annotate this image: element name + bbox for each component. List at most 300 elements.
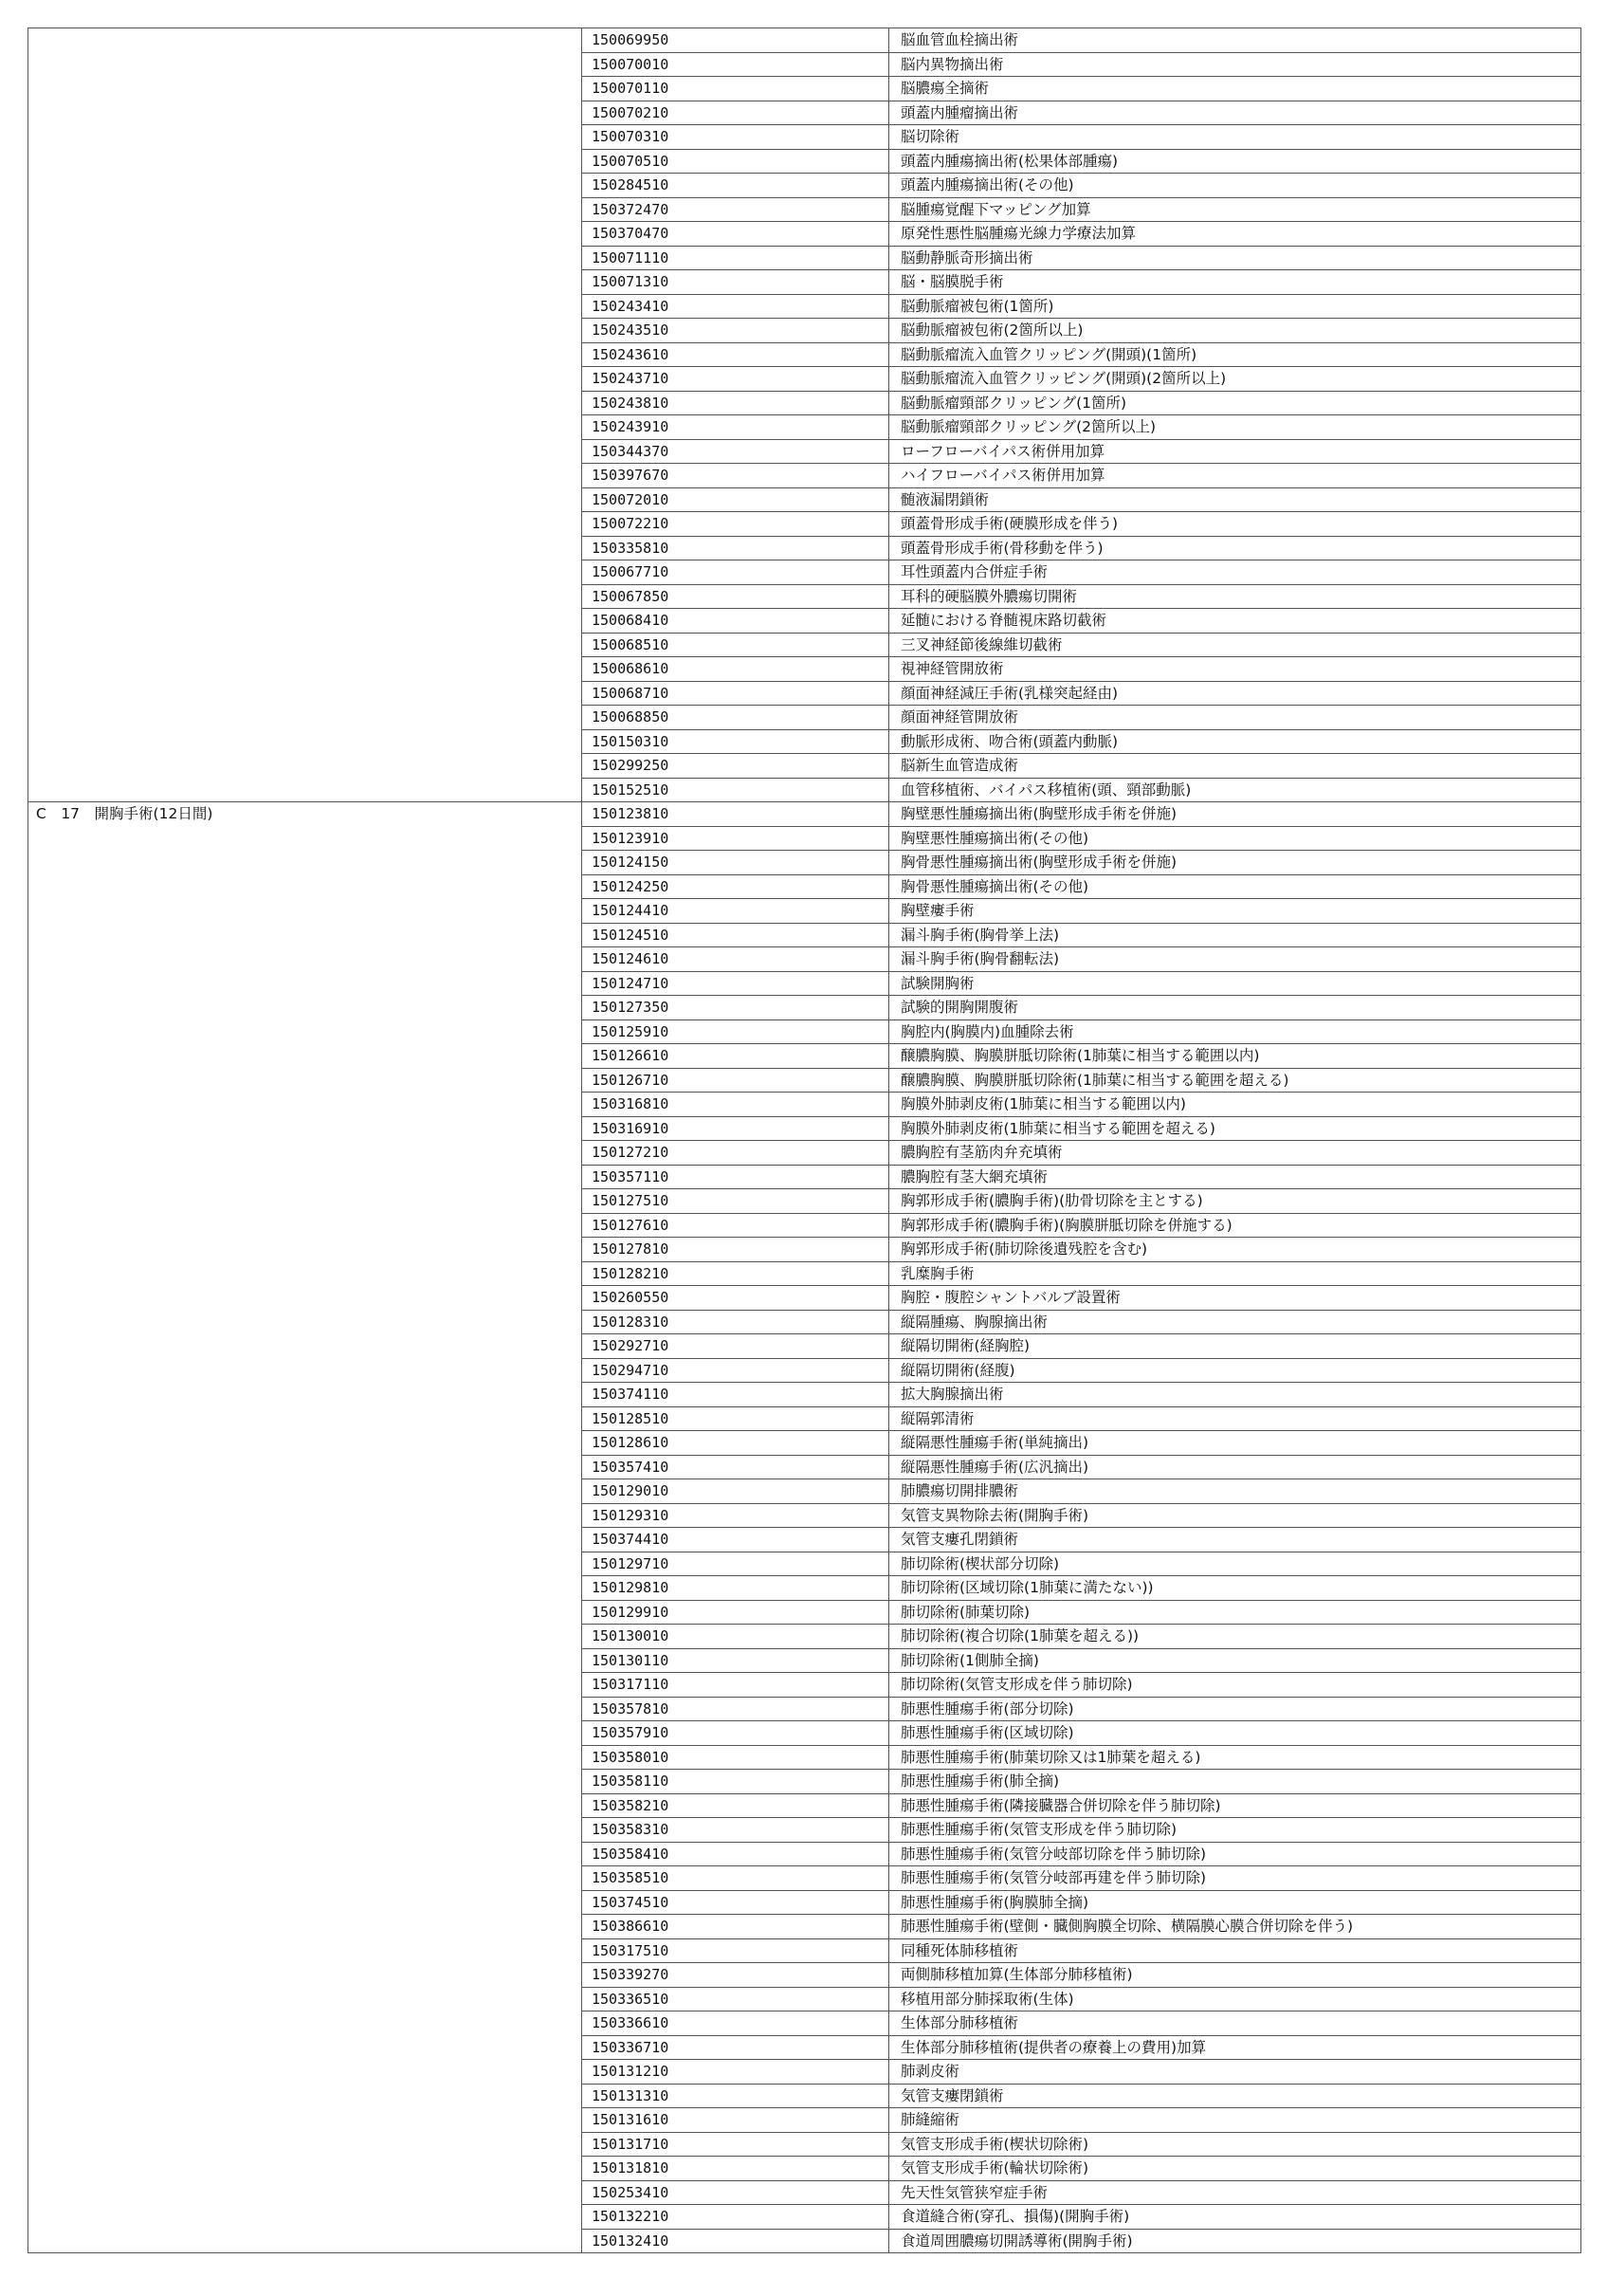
procedure-code-cell: 150127610 [582,1213,889,1238]
procedure-name-cell: 縦隔悪性腫瘍手術(広汎摘出) [889,1455,1581,1479]
category-cell [28,1044,582,1069]
category-cell [28,222,582,247]
category-cell [28,1358,582,1383]
category-cell [28,1406,582,1431]
procedure-code-cell: 150357410 [582,1455,889,1479]
procedure-name-cell: 頭蓋内腫瘍摘出術(その他) [889,174,1581,198]
procedure-code-cell: 150126610 [582,1044,889,1069]
category-cell [28,367,582,392]
procedure-code-cell: 150068510 [582,633,889,657]
category-cell [28,2084,582,2108]
table-row [28,1044,1581,1069]
table-row [28,367,1581,392]
category-cell [28,996,582,1020]
table-row [28,1745,1581,1770]
procedure-name-cell: 縦隔郭清術 [889,1406,1581,1431]
category-cell [28,28,582,53]
procedure-code-cell: 150150310 [582,729,889,754]
table-row [28,971,1581,996]
procedure-name-cell: 気管支異物除去術(開胸手術) [889,1503,1581,1528]
procedure-name-cell: 脳動脈瘤流入血管クリッピング(開頭)(2箇所以上) [889,367,1581,392]
procedure-name-cell: 肺悪性腫瘍手術(肺葉切除又は1肺葉を超える) [889,1745,1581,1770]
table-row [28,874,1581,899]
procedure-name-cell: 食道周囲膿瘍切開誘導術(開胸手術) [889,2229,1581,2253]
procedure-name-cell: 脳腫瘍覚醒下マッピング加算 [889,197,1581,222]
table-body [28,28,1581,2253]
table-row [28,729,1581,754]
table-row [28,1963,1581,1988]
procedure-code-cell: 150127810 [582,1238,889,1262]
table-row [28,1261,1581,1286]
procedure-code-cell: 150130110 [582,1648,889,1673]
table-row [28,996,1581,1020]
procedure-name-cell: 肺悪性腫瘍手術(胸膜肺全摘) [889,1890,1581,1915]
table-row [28,487,1581,512]
category-cell [28,101,582,125]
procedure-name-cell: 気管支形成手術(輪状切除術) [889,2157,1581,2181]
table-row [28,1648,1581,1673]
procedure-code-cell: 150124510 [582,923,889,947]
procedure-code-cell: 150072010 [582,487,889,512]
procedure-code-cell: 150336610 [582,2011,889,2036]
procedure-code-cell: 150374410 [582,1528,889,1552]
procedure-name-cell: 縦隔切開術(経腹) [889,1358,1581,1383]
procedure-code-cell: 150253410 [582,2180,889,2205]
procedure-name-cell: 脳動脈瘤頸部クリッピング(1箇所) [889,391,1581,415]
category-cell [28,1431,582,1456]
procedure-name-cell: 肺悪性腫瘍手術(肺全摘) [889,1770,1581,1794]
category-cell [28,947,582,972]
table-row [28,681,1581,706]
procedure-name-cell: 視神経管開放術 [889,657,1581,682]
category-cell [28,2108,582,2133]
category-cell [28,1334,582,1359]
procedure-name-cell: 両側肺移植加算(生体部分肺移植術) [889,1963,1581,1988]
table-row [28,1625,1581,1649]
category-cell [28,1165,582,1189]
category-cell [28,2157,582,2181]
procedure-code-cell: 150358210 [582,1793,889,1818]
procedure-code-cell: 150370470 [582,222,889,247]
table-row [28,415,1581,440]
table-row [28,197,1581,222]
procedure-name-cell: 顔面神経管開放術 [889,706,1581,730]
table-row [28,657,1581,682]
table-row [28,1383,1581,1407]
table-row [28,1165,1581,1189]
table-row [28,1116,1581,1141]
procedure-name-cell: 胸膜外肺剥皮術(1肺葉に相当する範囲を超える) [889,1116,1581,1141]
procedure-code-cell: 150243510 [582,319,889,343]
table-row [28,1503,1581,1528]
table-row [28,851,1581,875]
category-cell [28,1793,582,1818]
category-cell [28,149,582,174]
table-row [28,1141,1581,1166]
table-row [28,294,1581,319]
category-cell [28,1019,582,1044]
table-row [28,512,1581,537]
category-cell [28,1721,582,1746]
procedure-name-cell: 肺悪性腫瘍手術(気管支形成を伴う肺切除) [889,1818,1581,1843]
procedure-name-cell: 脳切除術 [889,125,1581,150]
procedure-code-cell: 150339270 [582,1963,889,1988]
procedure-code-cell: 150128610 [582,1431,889,1456]
procedure-code-cell: 150260550 [582,1286,889,1311]
procedure-name-cell: 漏斗胸手術(胸骨挙上法) [889,923,1581,947]
procedure-code-cell: 150397670 [582,464,889,488]
category-cell [28,681,582,706]
procedure-code-cell: 150068410 [582,609,889,634]
table-row [28,1987,1581,2011]
procedure-code-cell: 150128210 [582,1261,889,1286]
category-cell [28,197,582,222]
table-row [28,826,1581,851]
category-cell [28,1648,582,1673]
procedure-name-cell: 胸郭形成手術(膿胸手術)(肋骨切除を主とする) [889,1189,1581,1214]
table-row [28,1915,1581,1939]
table-row [28,342,1581,367]
table-row [28,2229,1581,2253]
table-row [28,319,1581,343]
table-row [28,778,1581,802]
category-cell [28,77,582,101]
procedure-name-cell: 胸骨悪性腫瘍摘出術(胸壁形成手術を併施) [889,851,1581,875]
table-row [28,1479,1581,1504]
procedure-name-cell: 気管支瘻孔閉鎖術 [889,1528,1581,1552]
table-row [28,899,1581,924]
category-cell [28,487,582,512]
procedure-code-cell: 150243410 [582,294,889,319]
category-cell [28,439,582,464]
procedure-name-cell: 顔面神経減圧手術(乳様突起経由) [889,681,1581,706]
procedure-code-cell: 150243710 [582,367,889,392]
category-cell [28,971,582,996]
procedure-name-cell: 脳血管血栓摘出術 [889,28,1581,53]
table-row [28,1600,1581,1625]
category-cell [28,899,582,924]
procedure-code-cell: 150243910 [582,415,889,440]
procedure-name-cell: 胸郭形成手術(膿胸手術)(胸膜胼胝切除を併施する) [889,1213,1581,1238]
procedure-code-cell: 150070110 [582,77,889,101]
procedure-code-cell: 150130010 [582,1625,889,1649]
table-row [28,1793,1581,1818]
procedure-code-cell: 150317110 [582,1673,889,1698]
procedure-name-cell: 試験的開胸開腹術 [889,996,1581,1020]
table-row [28,1528,1581,1552]
category-cell [28,1261,582,1286]
table-row [28,174,1581,198]
category-cell [28,1673,582,1698]
procedure-code-cell: 150335810 [582,536,889,560]
table-row [28,77,1581,101]
category-cell [28,512,582,537]
table-row [28,1842,1581,1866]
table-row [28,52,1581,77]
procedure-code-cell: 150129010 [582,1479,889,1504]
procedure-name-cell: 肺切除術(肺葉切除) [889,1600,1581,1625]
procedure-code-cell: 150070310 [582,125,889,150]
category-cell [28,2060,582,2085]
procedure-name-cell: 脳膿瘍全摘術 [889,77,1581,101]
table-row [28,1189,1581,1214]
category-cell [28,1625,582,1649]
procedure-code-cell: 150129710 [582,1552,889,1576]
table-row [28,1721,1581,1746]
procedure-name-cell: ハイフローバイパス術併用加算 [889,464,1581,488]
category-cell [28,294,582,319]
table-row [28,1068,1581,1093]
procedure-code-cell: 150358510 [582,1866,889,1891]
category-cell [28,1310,582,1334]
table-row [28,28,1581,53]
table-row [28,1770,1581,1794]
procedure-code-cell: 150131810 [582,2157,889,2181]
procedure-code-cell: 150068850 [582,706,889,730]
table-row [28,1890,1581,1915]
category-cell [28,1093,582,1117]
procedure-code-table [27,28,1581,2253]
table-row [28,2157,1581,2181]
category-cell [28,1503,582,1528]
procedure-name-cell: 肺悪性腫瘍手術(気管分岐部再建を伴う肺切除) [889,1866,1581,1891]
procedure-code-cell: 150124710 [582,971,889,996]
category-cell [28,2132,582,2157]
table-row [28,1938,1581,1963]
table-row [28,1406,1581,1431]
procedure-code-cell: 150243610 [582,342,889,367]
procedure-code-cell: 150243810 [582,391,889,415]
table-row [28,923,1581,947]
category-cell [28,391,582,415]
category-cell [28,1576,582,1601]
table-row [28,1576,1581,1601]
procedure-name-cell: 生体部分肺移植術 [889,2011,1581,2036]
procedure-code-cell: 150284510 [582,174,889,198]
procedure-name-cell: 耳科的硬脳膜外膿瘍切開術 [889,584,1581,609]
procedure-name-cell: 漏斗胸手術(胸骨翻転法) [889,947,1581,972]
procedure-name-cell: 頭蓋骨形成手術(骨移動を伴う) [889,536,1581,560]
procedure-code-cell: 150132210 [582,2205,889,2230]
table-row [28,609,1581,634]
procedure-code-cell: 150344370 [582,439,889,464]
procedure-code-cell: 150124610 [582,947,889,972]
category-cell [28,536,582,560]
procedure-name-cell: 頭蓋内腫瘤摘出術 [889,101,1581,125]
procedure-code-cell: 150126710 [582,1068,889,1093]
table-row [28,1019,1581,1044]
procedure-name-cell: 脳動静脈奇形摘出術 [889,246,1581,270]
procedure-code-cell: 150124250 [582,874,889,899]
procedure-code-cell: 150125910 [582,1019,889,1044]
procedure-code-cell: 150068710 [582,681,889,706]
category-cell [28,1383,582,1407]
procedure-name-cell: 乳糜胸手術 [889,1261,1581,1286]
category-cell [28,2229,582,2253]
table-row [28,1238,1581,1262]
category-cell [28,609,582,634]
procedure-code-cell: 150386610 [582,1915,889,1939]
table-row [28,101,1581,125]
procedure-code-cell: 150123910 [582,826,889,851]
procedure-name-cell: 耳性頭蓋内合併症手術 [889,560,1581,585]
procedure-code-cell: 150336710 [582,2035,889,2060]
procedure-code-cell: 150127210 [582,1141,889,1166]
procedure-name-cell: 縦隔切開術(経胸腔) [889,1334,1581,1359]
table-row [28,1093,1581,1117]
procedure-name-cell: 胸壁瘻手術 [889,899,1581,924]
procedure-name-cell: 頭蓋骨形成手術(硬膜形成を伴う) [889,512,1581,537]
table-row [28,947,1581,972]
category-cell [28,754,582,779]
category-cell [28,52,582,77]
procedure-name-cell: 移植用部分肺採取術(生体) [889,1987,1581,2011]
table-row [28,584,1581,609]
table-row [28,1818,1581,1843]
procedure-code-cell: 150124410 [582,899,889,924]
procedure-name-cell: 胸壁悪性腫瘍摘出術(胸壁形成手術を併施) [889,802,1581,827]
table-row [28,1866,1581,1891]
category-cell [28,270,582,295]
table-row [28,149,1581,174]
category-cell [28,1552,582,1576]
procedure-name-cell: 脳・脳膜脱手術 [889,270,1581,295]
table-row [28,1552,1581,1576]
table-row [28,2084,1581,2108]
category-cell [28,1842,582,1866]
table-row [28,246,1581,270]
procedure-name-cell: 食道縫合術(穿孔、損傷)(開胸手術) [889,2205,1581,2230]
procedure-name-cell: 肺膿瘍切開排膿術 [889,1479,1581,1504]
category-cell [28,1238,582,1262]
table-row [28,1455,1581,1479]
procedure-code-cell: 150071110 [582,246,889,270]
procedure-name-cell: 醸膿胸膜、胸膜胼胝切除術(1肺葉に相当する範囲を超える) [889,1068,1581,1093]
procedure-name-cell: 脳新生血管造成術 [889,754,1581,779]
procedure-name-cell: 肺悪性腫瘍手術(気管分岐部切除を伴う肺切除) [889,1842,1581,1866]
procedure-name-cell: 同種死体肺移植術 [889,1938,1581,1963]
procedure-code-cell: 150072210 [582,512,889,537]
procedure-name-cell: 縦隔悪性腫瘍手術(単純摘出) [889,1431,1581,1456]
procedure-code-cell: 150374110 [582,1383,889,1407]
procedure-code-cell: 150374510 [582,1890,889,1915]
procedure-code-cell: 150123810 [582,802,889,827]
procedure-name-cell: 頭蓋内腫瘍摘出術(松果体部腫瘍) [889,149,1581,174]
table-row [28,270,1581,295]
procedure-code-cell: 150358110 [582,1770,889,1794]
table-row [28,633,1581,657]
table-row [28,2060,1581,2085]
table-row [28,2205,1581,2230]
category-cell [28,1938,582,1963]
category-cell [28,1866,582,1891]
table-row [28,439,1581,464]
procedure-code-cell: 150128310 [582,1310,889,1334]
procedure-code-cell: 150067710 [582,560,889,585]
category-cell [28,560,582,585]
procedure-name-cell: 脳動脈瘤被包術(1箇所) [889,294,1581,319]
procedure-code-cell: 150131310 [582,2084,889,2108]
procedure-code-cell: 150131210 [582,2060,889,2085]
procedure-code-cell: 150129910 [582,1600,889,1625]
procedure-name-cell: 髄液漏閉鎖術 [889,487,1581,512]
category-cell [28,415,582,440]
procedure-name-cell: 試験開胸術 [889,971,1581,996]
table-row [28,391,1581,415]
procedure-name-cell: 胸郭形成手術(肺切除後遺残腔を含む) [889,1238,1581,1262]
category-cell [28,633,582,657]
category-cell [28,1116,582,1141]
table-row [28,2108,1581,2133]
procedure-code-cell: 150152510 [582,778,889,802]
procedure-code-cell: 150299250 [582,754,889,779]
procedure-code-cell: 150358410 [582,1842,889,1866]
procedure-code-cell: 150067850 [582,584,889,609]
table-row [28,125,1581,150]
table-row [28,1286,1581,1311]
category-cell [28,1915,582,1939]
table-row [28,1310,1581,1334]
category-cell [28,1189,582,1214]
category-cell: C 17 開胸手術(12日間) [28,802,582,827]
procedure-code-cell: 150128510 [582,1406,889,1431]
category-cell [28,174,582,198]
category-cell [28,342,582,367]
category-cell [28,319,582,343]
procedure-name-cell: 先天性気管狭窄症手術 [889,2180,1581,2205]
table-row [28,560,1581,585]
procedure-name-cell: 胸腔・腹腔シャントバルブ設置術 [889,1286,1581,1311]
table-row [28,2132,1581,2157]
procedure-code-cell: 150357910 [582,1721,889,1746]
category-cell [28,1141,582,1166]
table-row [28,1697,1581,1721]
procedure-code-cell: 150294710 [582,1358,889,1383]
procedure-name-cell: 原発性悪性脳腫瘍光線力学療法加算 [889,222,1581,247]
table-row [28,706,1581,730]
category-cell [28,706,582,730]
procedure-name-cell: 生体部分肺移植術(提供者の療養上の費用)加算 [889,2035,1581,2060]
table-row [28,1334,1581,1359]
procedure-code-cell: 150316810 [582,1093,889,1117]
procedure-name-cell: 縦隔腫瘍、胸腺摘出術 [889,1310,1581,1334]
procedure-name-cell: 脳動脈瘤被包術(2箇所以上) [889,319,1581,343]
category-cell [28,1745,582,1770]
procedure-name-cell: 三叉神経節後線維切截術 [889,633,1581,657]
category-cell [28,2180,582,2205]
procedure-name-cell: 肺悪性腫瘍手術(壁側・臓側胸膜全切除、横隔膜心膜合併切除を伴う) [889,1915,1581,1939]
procedure-code-cell: 150127350 [582,996,889,1020]
procedure-name-cell: 膿胸腔有茎筋肉弁充填術 [889,1141,1581,1166]
table-row [28,1358,1581,1383]
procedure-name-cell: 肺悪性腫瘍手術(隣接臓器合併切除を伴う肺切除) [889,1793,1581,1818]
table-row [28,1431,1581,1456]
procedure-code-cell: 150131610 [582,2108,889,2133]
procedure-code-cell: 150069950 [582,28,889,53]
procedure-name-cell: 肺切除術(1側肺全摘) [889,1648,1581,1673]
category-cell [28,246,582,270]
category-cell [28,2011,582,2036]
category-cell [28,1068,582,1093]
category-cell [28,923,582,947]
category-cell [28,874,582,899]
procedure-code-cell: 150358010 [582,1745,889,1770]
category-cell [28,1455,582,1479]
procedure-code-cell: 150068610 [582,657,889,682]
category-cell [28,2035,582,2060]
procedure-name-cell: 肺切除術(気管支形成を伴う肺切除) [889,1673,1581,1698]
procedure-code-cell: 150357110 [582,1165,889,1189]
